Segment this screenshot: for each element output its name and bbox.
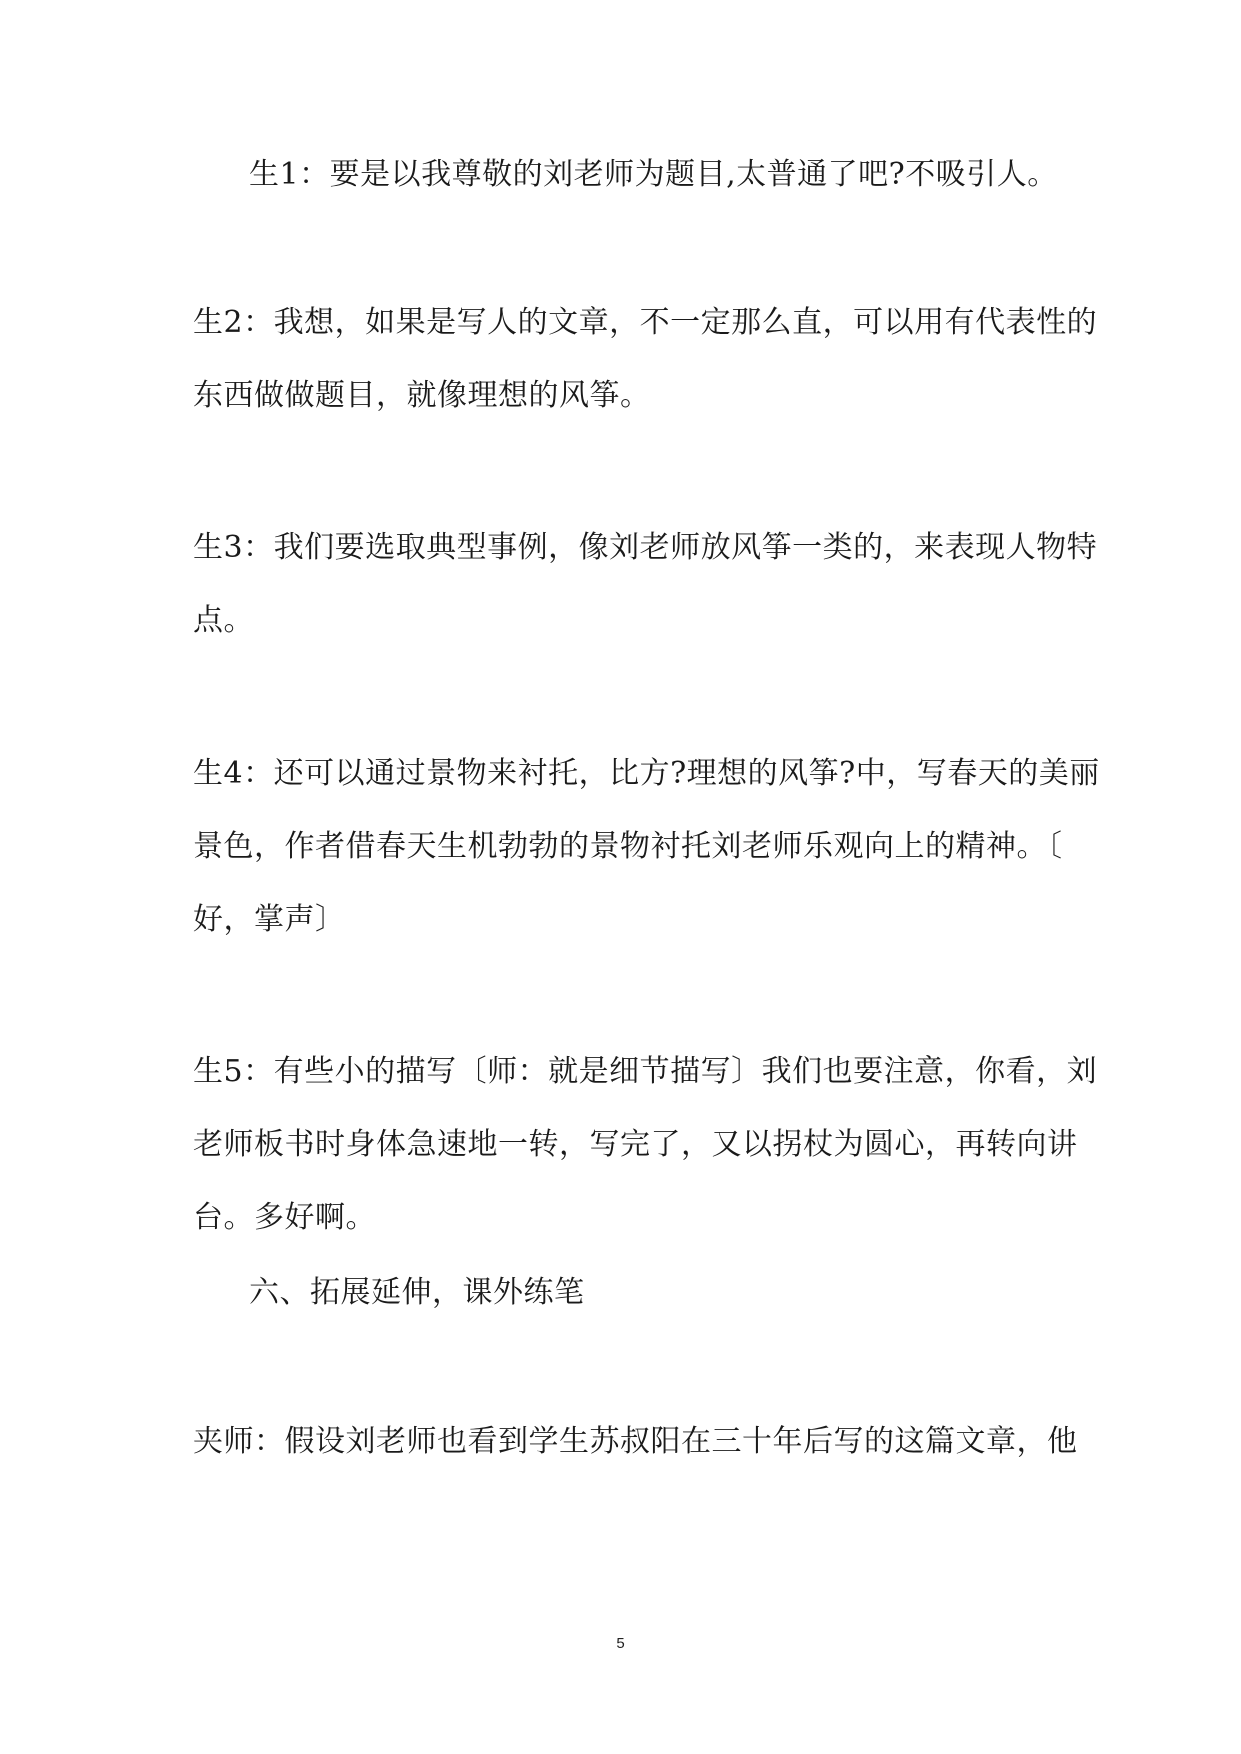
paragraph-student2-line2: 东西做做题目，就像理想的风筝。 <box>193 378 651 413</box>
paragraph-student5-line3: 台。多好啊。 <box>193 1200 376 1235</box>
paragraph-student4-line2: 景色，作者借春天生机勃勃的景物衬托刘老师乐观向上的精神。〔 <box>193 829 1063 864</box>
paragraph-student5-line1: 生5：有些小的描写〔师：就是细节描写〕我们也要注意，你看，刘 <box>193 1054 1098 1089</box>
paragraph-student1-line1: 生1：要是以我尊敬的刘老师为题目,太普通了吧?不吸引人。 <box>249 157 1058 192</box>
paragraph-student5-line2: 老师板书时身体急速地一转，写完了，又以拐杖为圆心，再转向讲 <box>193 1127 1078 1162</box>
paragraph-student3-line1: 生3：我们要选取典型事例，像刘老师放风筝一类的，来表现人物特 <box>193 530 1098 565</box>
paragraph-teacher-line1: 夹师：假设刘老师也看到学生苏叔阳在三十年后写的这篇文章，他 <box>193 1424 1078 1459</box>
paragraph-student4-line3: 好，掌声〕 <box>193 902 346 937</box>
paragraph-student2-line1: 生2：我想，如果是写人的文章，不一定那么直，可以用有代表性的 <box>193 305 1098 340</box>
paragraph-student4-line1: 生4：还可以通过景物来衬托，比方?理想的风筝?中，写春天的美丽 <box>193 756 1100 791</box>
page-number: 5 <box>616 1635 625 1652</box>
section-heading-extension: 六、拓展延伸，课外练笔 <box>249 1275 585 1310</box>
paragraph-student3-line2: 点。 <box>193 603 254 638</box>
